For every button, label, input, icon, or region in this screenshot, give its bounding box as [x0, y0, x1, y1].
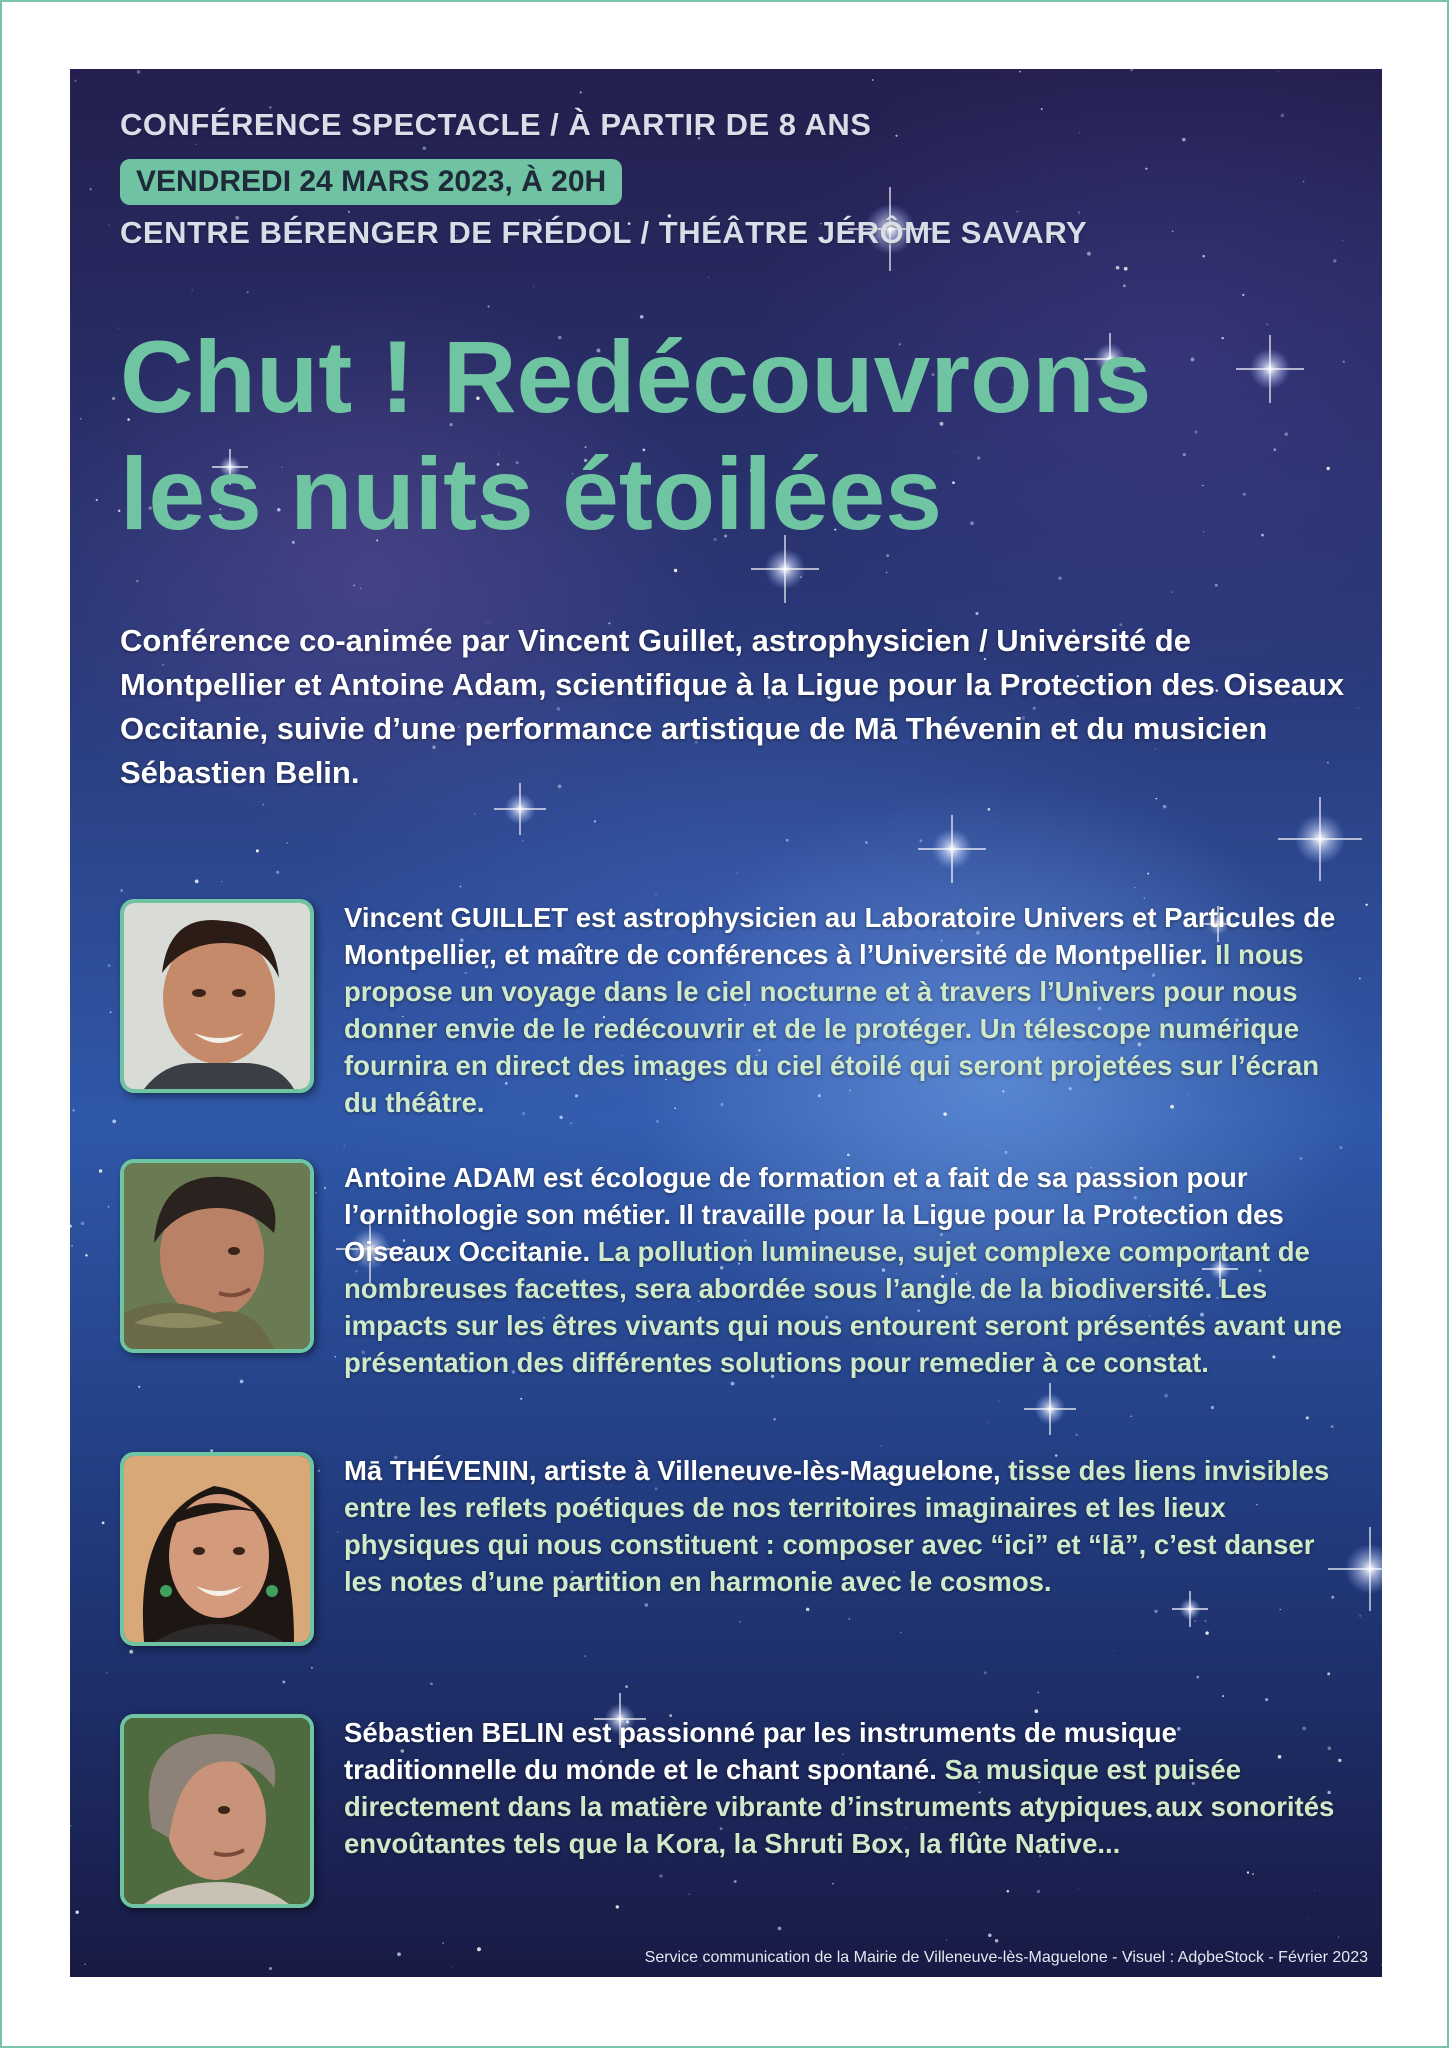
star-dot: [1191, 357, 1195, 361]
intro-paragraph: Conférence co-animée par Vincent Guillet, astrophysicien / Université de Montpellier et Antoine Adam, scientifique à la Ligue pour la Protection des Oiseaux Occitanie, suivie d’une performance artistique de Mā Thévenin et du musicien Sébastien Belin.: [120, 623, 1345, 790]
star-dot: [192, 290, 193, 291]
sparkle-star: [1236, 335, 1304, 403]
star-dot: [988, 1934, 992, 1938]
star-dot: [112, 397, 115, 400]
star-dot: [136, 580, 138, 582]
star-dot: [137, 70, 140, 73]
star-dot: [625, 1685, 628, 1688]
star-dot: [1243, 493, 1246, 496]
star-dot: [1331, 1425, 1334, 1428]
star-dot: [570, 1122, 572, 1124]
star-dot: [71, 1245, 73, 1247]
star-dot: [1068, 594, 1069, 595]
star-dot: [195, 880, 199, 884]
star-dot: [353, 584, 355, 586]
star-dot: [108, 1206, 110, 1208]
star-dot: [1172, 591, 1174, 593]
star-dot: [90, 188, 92, 190]
star-dot: [1172, 231, 1174, 233]
star-dot: [988, 808, 991, 811]
star-dot: [1130, 1415, 1132, 1417]
star-dot: [1164, 1394, 1168, 1398]
bio-sebastien-belin: [120, 1714, 1370, 1914]
star-dot: [594, 820, 596, 822]
bio-text-ma-thevenin: [344, 1452, 1354, 1600]
star-dot: [731, 1382, 735, 1386]
star-dot: [1037, 1692, 1039, 1694]
star-dot: [451, 1967, 452, 1968]
star-dot: [786, 839, 789, 842]
star-dot: [423, 146, 426, 149]
star-dot: [1284, 433, 1287, 436]
bio-rest: La pollution lumineuse, sujet complexe comportant de nombreuses facettes, sera abordée sous l’angle de la biodiversité. Les impacts sur les êtres vivants qui nous entourent seront présentés avant une présentation des différentes solutions pour remedier à ce constat.: [344, 1236, 1342, 1378]
star-dot: [584, 1655, 585, 1656]
star-dot: [520, 1398, 522, 1400]
star-dot: [1242, 294, 1244, 296]
star-dot: [262, 803, 264, 805]
star-dot: [1017, 211, 1018, 212]
star-dot: [1079, 132, 1080, 133]
star-dot: [1381, 1964, 1382, 1965]
star-dot: [1147, 873, 1149, 875]
bio-lead: Sébastien BELIN est passionné par les instruments de musique traditionnelle du monde et le chant spontané.: [344, 1717, 1177, 1785]
star-dot: [1194, 430, 1197, 433]
star-dot: [886, 572, 888, 574]
star-dot: [80, 418, 82, 420]
star-dot: [1342, 240, 1343, 241]
star-dot: [344, 1145, 345, 1146]
star-dot: [72, 1109, 74, 1111]
star-dot: [1261, 534, 1264, 537]
star-dot: [881, 1445, 882, 1446]
star-dot: [998, 1400, 999, 1401]
sparkle-star: [1278, 797, 1362, 881]
star-dot: [96, 499, 98, 501]
star-dot: [1211, 1406, 1214, 1409]
star-dot: [1281, 114, 1285, 118]
star-dot: [311, 1667, 313, 1669]
star-dot: [1333, 259, 1336, 262]
sparkle-star: [1024, 1383, 1076, 1435]
star-dot: [70, 1825, 71, 1827]
star-dot: [99, 1169, 102, 1172]
star-dot: [1265, 1698, 1268, 1701]
star-dot: [1116, 266, 1120, 270]
star-dot: [1019, 71, 1021, 73]
star-dot: [580, 91, 582, 93]
star-dot: [1130, 69, 1133, 71]
bio-text-sebastien-belin: [344, 1714, 1354, 1862]
star-dot: [737, 872, 738, 873]
star-dot: [847, 1154, 849, 1156]
sparkle-star: [918, 815, 986, 883]
star-dot: [108, 964, 111, 967]
star-dot: [865, 841, 867, 843]
star-dot: [102, 1522, 105, 1525]
star-dot: [348, 211, 350, 213]
star-dot: [1087, 252, 1091, 256]
star-dot: [76, 1911, 79, 1914]
star-dot: [276, 871, 279, 874]
portrait-ma-thevenin: [120, 1452, 314, 1646]
star-dot: [919, 839, 922, 842]
star-dot: [107, 1672, 108, 1673]
title-line-1: Chut ! Redécouvrons: [120, 320, 1152, 434]
star-dot: [85, 1254, 88, 1257]
poster: [70, 69, 1382, 1977]
star-dot: [1156, 798, 1157, 799]
star-dot: [1123, 284, 1126, 287]
star-dot: [1342, 360, 1344, 362]
star-dot: [1183, 453, 1186, 456]
star-dot: [477, 1947, 481, 1951]
star-dot: [120, 889, 123, 892]
star-dot: [886, 554, 889, 557]
star-dot: [1215, 584, 1218, 587]
star-dot: [1034, 1709, 1038, 1713]
star-dot: [112, 1120, 116, 1124]
star-dot: [1338, 1937, 1339, 1938]
event-type-line: CONFÉRENCE SPECTACLE / À PARTIR DE 8 ANS: [120, 107, 872, 142]
star-dot: [1309, 1918, 1310, 1919]
title-line-2: les nuits étoilées: [120, 437, 942, 552]
star-dot: [240, 1380, 244, 1384]
star-dot: [674, 569, 677, 572]
star-dot: [533, 286, 534, 287]
bio-text-vincent-guillet: [344, 899, 1354, 1121]
star-dot: [1222, 337, 1224, 339]
star-dot: [773, 1418, 775, 1420]
bio-text-antoine-adam: [344, 1159, 1354, 1381]
star-dot: [1303, 181, 1305, 183]
star-dot: [108, 225, 109, 226]
star-dot: [221, 881, 222, 882]
star-dot: [282, 1680, 285, 1683]
star-dot: [269, 1967, 272, 1970]
star-dot: [1182, 138, 1185, 141]
star-dot: [1145, 168, 1147, 170]
star-dot: [442, 1942, 443, 1943]
star-dot: [1078, 211, 1081, 214]
star-dot: [196, 144, 197, 145]
star-dot: [656, 894, 657, 895]
star-dot: [1202, 255, 1205, 258]
star-dot: [946, 1939, 947, 1940]
star-dot: [360, 588, 361, 589]
bio-rest: Sa musique est puisée directement dans la matière vibrante d’instruments atypiques aux sonorités envoûtantes tels que la Kora, la Shruti Box, la flûte Native...: [344, 1754, 1335, 1859]
star-dot: [430, 1682, 433, 1685]
star-dot: [474, 813, 475, 814]
bio-antoine-adam: [120, 1159, 1370, 1378]
star-dot: [247, 291, 249, 293]
star-dot: [1163, 805, 1167, 809]
star-dot: [995, 1939, 999, 1943]
star-dot: [74, 80, 76, 82]
star-dot: [1005, 1151, 1008, 1154]
star-dot: [1326, 467, 1329, 470]
star-dot: [1278, 71, 1279, 72]
star-dot: [460, 886, 462, 888]
bio-vincent-guillet: [120, 899, 1370, 1118]
star-dot: [488, 305, 490, 307]
star-dot: [1266, 323, 1268, 325]
star-dot: [987, 1422, 988, 1423]
bio-lead: Antoine ADAM est écologue de formation et a fait de sa passion pour l’ornithologie son métier. Il travaille pour la Ligue pour la Protection des Oiseaux Occitanie.: [344, 1162, 1284, 1267]
event-venue-line: CENTRE BÉRENGER DE FRÉDOL / THÉÂTRE JÉRÔME SAVARY: [120, 215, 1088, 250]
star-dot: [708, 277, 709, 278]
star-dot: [70, 1225, 72, 1228]
star-dot: [1222, 1695, 1224, 1697]
bio-lead: Mā THÉVENIN, artiste à Villeneuve-lès-Maguelone,: [344, 1455, 1001, 1486]
star-dot: [1041, 108, 1043, 110]
bio-rest: Il nous propose un voyage dans le ciel nocturne et à travers l’Univers pour nous donner envie de le redécouvrir et de le protéger. Un télescope numérique fournira en direct des images du ciel étoilé qui seront projetées sur l’écran du théâtre.: [344, 939, 1320, 1118]
portrait-sebastien-belin: [120, 1714, 314, 1908]
star-dot: [84, 1964, 85, 1965]
bio-ma-thevenin: [120, 1452, 1370, 1652]
star-dot: [1340, 1146, 1343, 1149]
star-dot: [256, 849, 259, 852]
credit-line: Service communication de la Mairie de Villeneuve-lès-Maguelone - Visuel : AdobeStock - Février 2023: [644, 1949, 1368, 1966]
star-dot: [872, 79, 874, 81]
star-dot: [397, 1952, 401, 1956]
poster-title: [120, 319, 1151, 554]
star-dot: [1327, 1672, 1330, 1675]
star-dot: [1196, 1676, 1199, 1679]
star-dot: [975, 612, 978, 615]
star-dot: [115, 1336, 116, 1337]
portrait-vincent-guillet: [120, 899, 314, 1093]
star-dot: [286, 842, 288, 844]
star-dot: [81, 1221, 85, 1225]
star-dot: [1075, 1434, 1077, 1436]
star-dot: [1273, 448, 1276, 451]
star-dot: [138, 1386, 140, 1388]
star-dot: [984, 1671, 987, 1674]
bio-lead: Vincent GUILLET est astrophysicien au Laboratoire Univers et Particules de Montpellier, et maître de conférences à l’Université de Montpellier.: [344, 902, 1336, 970]
star-dot: [118, 328, 119, 329]
bio-rest: tisse des liens invisibles entre les reflets poétiques de nos territoires imaginaires et les lieux physiques qui nous constituent : composer avec “ici” et “lā”, c’est danser les notes d’une partition en harmonie avec le cosmos.: [344, 1455, 1330, 1597]
portrait-antoine-adam: [120, 1159, 314, 1353]
star-dot: [1135, 887, 1136, 888]
star-dot: [1044, 169, 1045, 170]
star-dot: [895, 135, 897, 137]
star-dot: [1203, 531, 1204, 532]
star-dot: [1124, 267, 1128, 271]
event-date-badge: VENDREDI 24 MARS 2023, À 20H: [120, 159, 622, 205]
star-dot: [110, 1011, 112, 1013]
star-dot: [778, 1927, 782, 1931]
star-dot: [1058, 576, 1061, 579]
star-dot: [1306, 1416, 1309, 1419]
star-dot: [522, 840, 523, 841]
star-dot: [1202, 485, 1203, 486]
